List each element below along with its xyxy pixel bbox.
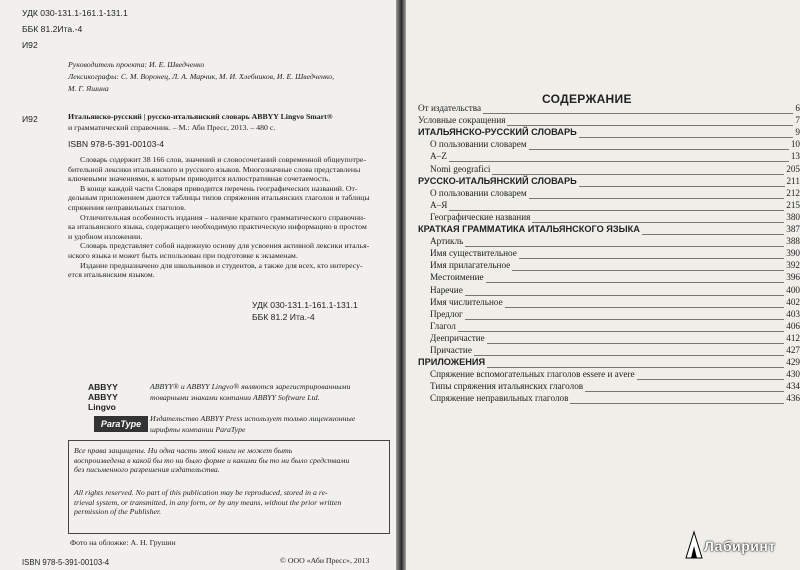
udk-code: УДК 030-131.1-161.1-131.1	[22, 8, 128, 18]
abstract-line: и удобном изложении.	[68, 231, 143, 241]
abbyy-logo-line1: ABBYY	[88, 382, 118, 392]
abstract-line: Словарь содержит 38 166 слов, значений и словосочетаний современной общеупотре-	[80, 155, 366, 164]
toc-entry	[406, 114, 800, 126]
udk-code-2: УДК 030-131.1-161.1-131.1	[252, 300, 358, 310]
abstract-line: бительной лексики итальянского и русского языков. Многозначные слова представлены	[68, 164, 361, 174]
abstract-line: Словарь представляет собой надежную основу для усвоения активной лексики италья-	[80, 241, 370, 251]
toc-page-number: 6	[795, 103, 800, 113]
toc-entry	[406, 247, 800, 259]
toc-entry-label: A–Z	[430, 151, 447, 162]
rights-ru-line: без письменного разрешения издательства.	[74, 465, 220, 475]
isbn-bottom: ISBN 978-5-391-00103-4	[22, 558, 110, 567]
abstract-line: Издание предназначено для школьников и студентов, а также для всех, кто интересу-	[80, 260, 363, 270]
toc-page-number: 9	[795, 127, 800, 138]
toc-entry-label: Причастие	[430, 345, 472, 355]
toc-page-number: 403	[786, 308, 800, 319]
toc-page-number: 427	[786, 345, 800, 355]
toc-entry-label: Nomi geografici	[430, 163, 491, 174]
toc-entry	[406, 332, 800, 344]
toc-section-heading	[406, 175, 800, 187]
lexicographers: Лексикографы: С. М. Воронец, Л. А. Марчик, М. И. Хлебников, И. Е. Шведченко,	[68, 72, 335, 81]
book-imprint: и грамматический справочник. – М.: Аби Пресс, 2013. – 480 с.	[68, 123, 276, 132]
abstract	[68, 155, 370, 280]
cutter-code-2: И92	[22, 114, 38, 124]
abbyy-logo-line2: ABBYY Lingvo	[88, 392, 118, 412]
lexicographers-cont: М. Г. Яшина	[68, 84, 109, 93]
toc-entry	[406, 271, 800, 283]
abstract-line: ключевыми значениями, к которым приводится иллюстративная сочетаемость.	[68, 174, 331, 184]
toc-entry	[406, 163, 800, 175]
toc-entry-label: А–Я	[430, 199, 448, 210]
toc-entry-label: РУССКО-ИТАЛЬЯНСКИЙ СЛОВАРЬ	[418, 175, 577, 186]
toc-entry	[406, 308, 800, 320]
toc-entry-label: Имя прилагательное	[430, 260, 511, 271]
rights-en-line: permission of the Publisher.	[74, 507, 162, 517]
toc-page-number: 211	[786, 175, 800, 186]
toc-entry-label: О пользовании словарем	[430, 139, 527, 150]
toc-entry	[406, 320, 800, 332]
toc-page-number: 430	[786, 369, 800, 380]
book-gutter	[396, 0, 406, 570]
rights-ru	[74, 446, 349, 475]
toc-entry	[406, 296, 800, 308]
toc-entry	[406, 259, 800, 271]
paratype-note-2: шрифты компании ParaType	[150, 425, 246, 434]
toc-entry-label: Предлог	[430, 308, 463, 319]
rights-ru-line: воспроизведена в какой бы то ни было форме и какими бы то ни было средствами	[74, 455, 350, 465]
toc-entry	[406, 187, 800, 199]
toc-page-number: 436	[786, 393, 800, 404]
rights-en-line: trieval system, or transmitted, in any form, or by any means, without the prior written	[74, 497, 342, 507]
toc-page-number: 392	[786, 260, 800, 271]
isbn: ISBN 978-5-391-00103-4	[68, 139, 165, 149]
bbk-code: ББК 81.2Ита.-4	[22, 24, 83, 34]
toc-page-number: 412	[786, 332, 800, 343]
toc-entry-label: О пользовании словарем	[430, 187, 527, 198]
abbyy-trademark-note-2: товарными знаками компании ABBYY Software Ltd.	[150, 393, 320, 402]
cover-photo-credit: Фото на обложке: А. Н. Грушин	[70, 538, 176, 547]
toc-entry-label: КРАТКАЯ ГРАММАТИКА ИТАЛЬЯНСКОГО ЯЗЫКА	[418, 224, 640, 234]
abstract-line: ка итальянского языка, содержащего необходимую практическую информацию в простом	[68, 222, 367, 232]
toc-entry-label: Географические названия	[430, 211, 531, 222]
toc-section-heading	[406, 356, 800, 368]
toc-page-number: 380	[786, 211, 800, 222]
watermark-text: Лабиринт	[704, 538, 776, 554]
toc-entry-label: Имя числительное	[430, 296, 503, 307]
toc-page-number: 396	[786, 272, 800, 283]
toc-entry-label: От издательства	[418, 103, 482, 113]
toc-entry-label: ПРИЛОЖЕНИЯ	[418, 357, 486, 368]
toc-page-number: 429	[786, 357, 800, 368]
toc-entry	[406, 392, 800, 404]
abstract-line: Отличительная особенность издания – наличие краткого грамматического справочни-	[80, 212, 366, 222]
toc-entry	[406, 138, 800, 150]
copyright: © ООО «Аби Пресс», 2013	[280, 556, 370, 565]
toc-entry	[406, 235, 800, 247]
bbk-code-2: ББК 81.2 Ита.-4	[252, 312, 315, 322]
toc-entry-label: Имя существительное	[430, 248, 517, 259]
toc-entry	[406, 150, 800, 162]
rights-en	[74, 488, 341, 517]
right-page	[406, 0, 800, 570]
toc-entry-label: Наречие	[430, 284, 463, 295]
toc-entry	[406, 368, 800, 380]
paratype-note: Издательство ABBYY Press использует только лицензионные	[150, 414, 356, 423]
toc-entry-label: Спряжение вспомогательных глаголов essere и avere	[430, 369, 635, 380]
toc-entry	[406, 211, 800, 223]
toc-page-number: 434	[786, 381, 800, 392]
abstract-line: спряжения неправильных глаголов.	[68, 202, 186, 212]
toc-entry	[406, 102, 800, 114]
toc-entry-label: Деепричастие	[430, 332, 485, 343]
toc-section-heading	[406, 126, 800, 138]
toc-page-number: 205	[786, 163, 800, 174]
paratype-logo: ParaType	[94, 416, 148, 432]
abstract-line: дельным приложением даются таблицы типов спряжения итальянских глаголов и таблицы	[68, 193, 370, 203]
toc-entry	[406, 344, 800, 356]
abbyy-trademark-note: ABBYY® и ABBYY Lingvo® являются зарегистрированными	[150, 382, 351, 391]
toc-page-number: 406	[786, 320, 800, 331]
toc-title: СОДЕРЖАНИЕ	[542, 92, 632, 106]
toc-page-number: 7	[795, 115, 800, 126]
toc-page-number: 10	[790, 139, 800, 150]
abstract-line: В конце каждой части Словаря приводится перечень географических названий. От-	[80, 183, 358, 193]
toc-entry	[406, 199, 800, 211]
toc-page-number: 390	[786, 248, 800, 259]
toc-entry-label: Условные сокращения	[418, 115, 506, 126]
toc-entry-label: Артикль	[430, 236, 464, 247]
book-title: Итальянско-русский | русско-итальянский словарь ABBYY Lingvo Smart®	[68, 112, 333, 121]
toc-page-number: 13	[790, 151, 800, 162]
toc-entry-label: ИТАЛЬЯНСКО-РУССКИЙ СЛОВАРЬ	[418, 127, 577, 138]
abstract-line: ется итальянским языком.	[68, 270, 155, 280]
toc-entry	[406, 284, 800, 296]
toc-entry	[406, 380, 800, 392]
toc-page-number: 212	[786, 187, 800, 198]
toc-entry-label: Глагол	[430, 320, 456, 331]
toc-leader-rule	[430, 319, 800, 320]
toc-page-number: 402	[786, 296, 800, 307]
rights-ru-line: Все права защищены. Ни одна часть этой книги не может быть	[74, 446, 293, 455]
toc-page-number: 387	[786, 224, 800, 234]
abbyy-logo	[88, 382, 144, 412]
abstract-line: нского языка и может быть использован при подготовке к экзаменам.	[68, 250, 298, 260]
cutter-code: И92	[22, 40, 38, 50]
toc-page-number: 215	[786, 199, 800, 210]
toc-page-number: 388	[786, 236, 800, 247]
toc-entry-label: Типы спряжения итальянских глаголов	[430, 381, 584, 392]
rights-en-line: All rights reserved. No part of this publication may be reproduced, stored in a re-	[74, 488, 328, 497]
toc-entry-label: Спряжение неправильных глаголов	[430, 393, 569, 404]
project-lead: Руководитель проекта: И. Е. Шведченко	[68, 60, 205, 69]
toc-page-number: 400	[786, 284, 800, 295]
left-page	[0, 0, 396, 570]
toc-entry-label: Местоимение	[430, 272, 484, 283]
toc-section-heading	[406, 223, 800, 235]
